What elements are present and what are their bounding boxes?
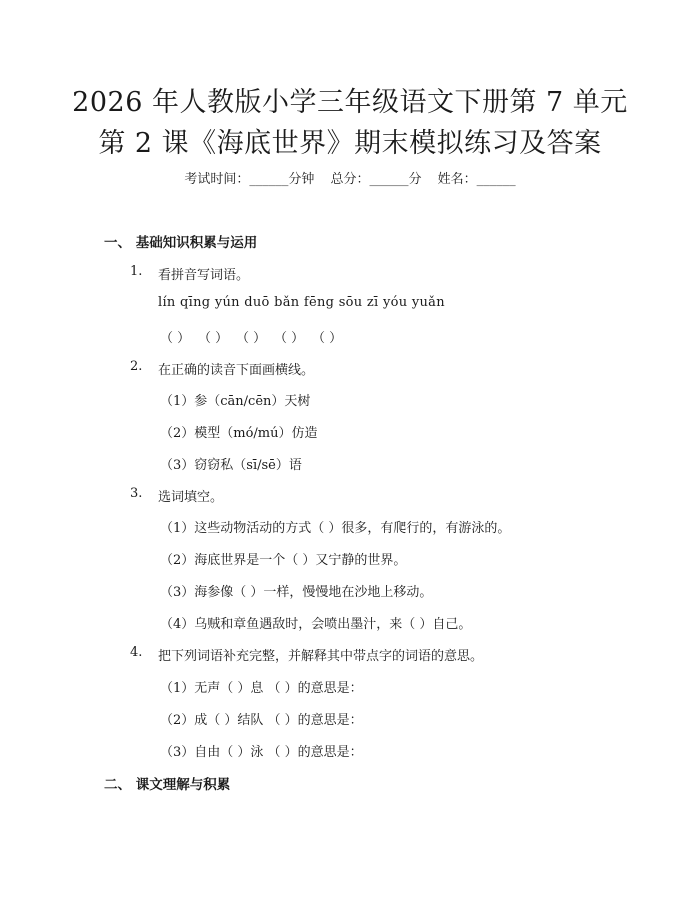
question-4-text: 把下列词语补充完整，并解释其中带点字的词语的意思。 [158,649,484,664]
page-title-line2: 第 2 课《海底世界》期末模拟练习及答案 [98,128,602,159]
question-3-item: （1）这些动物活动的方式（ ）很多，有爬行的，有游泳的。 [160,521,511,536]
question-3-item: （2）海底世界是一个（ ）又宁静的世界。 [160,553,407,568]
question-2-item: （1）参（cān/cēn）天树 [160,394,311,409]
question-1-number: 1. [130,264,143,279]
question-3-item: （4）乌贼和章鱼遇敌时，会喷出墨汁，来（ ）自己。 [160,617,472,632]
name-field: 姓名：______ [437,172,516,187]
page-title-line1: 2026 年人教版小学三年级语文下册第 7 单元 [72,87,628,118]
pinyin-line: lín qīng yún duō bǎn fēng sōu zī yóu yuǎn [158,295,445,310]
question-3-number: 3. [130,486,143,501]
question-3-text: 选词填空。 [158,490,224,505]
section-heading-2: 二、 课文理解与积累 [104,777,231,793]
answer-blank: （ ） [312,331,343,346]
answer-blanks [160,327,350,346]
answer-blank: （ ） [198,331,229,346]
exam-meta [0,168,700,187]
question-2-number: 2. [130,359,143,374]
question-4-item: （3）自由（ ）泳 （ ）的意思是： [160,745,363,760]
answer-blank: （ ） [274,331,305,346]
question-3-item: （3）海参像（ ）一样，慢慢地在沙地上移动。 [160,585,433,600]
answer-blank: （ ） [160,331,191,346]
question-1-text: 看拼音写词语。 [158,268,250,283]
answer-blank: （ ） [236,331,267,346]
question-2-item: （3）窃窃私（sī/sē）语 [160,458,302,473]
question-4-item: （2）成（ ）结队 （ ）的意思是： [160,713,363,728]
question-4-item: （1）无声（ ）息 （ ）的意思是： [160,681,363,696]
question-2-item: （2）模型（mó/mú）仿造 [160,426,318,441]
total-score-field: 总分：______分 [330,172,422,187]
question-2-text: 在正确的读音下面画横线。 [158,363,315,378]
question-4-number: 4. [130,645,143,660]
exam-time-field: 考试时间：______分钟 [184,172,315,187]
section-heading-1: 一、 基础知识积累与运用 [104,235,258,251]
